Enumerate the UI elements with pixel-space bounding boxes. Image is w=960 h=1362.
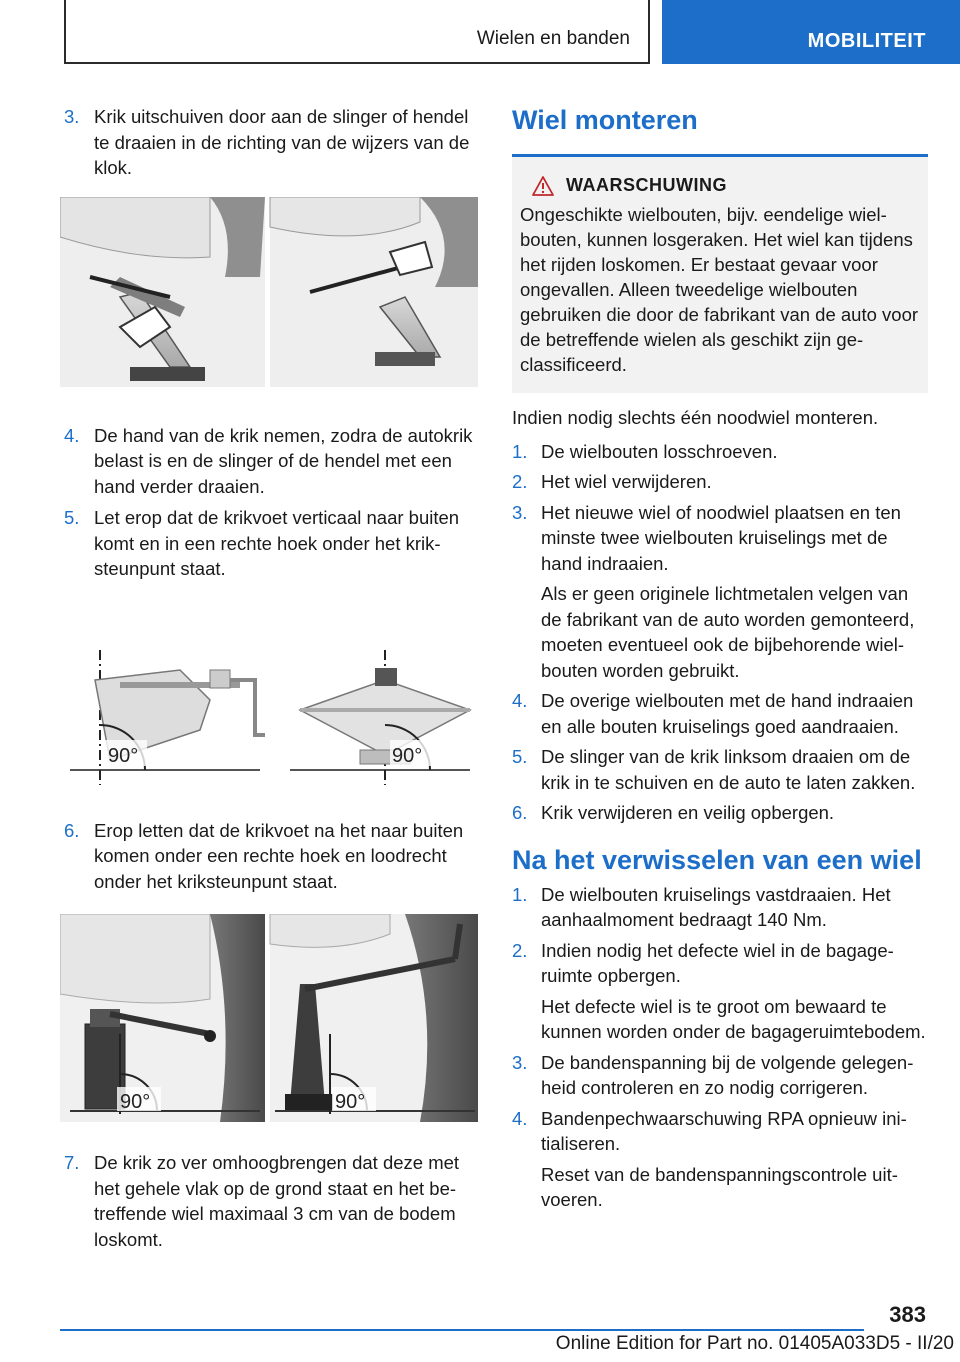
step-text: Erop letten dat de krikvoet na het naar buiten komen onder een rechte hoek en loodrecht onder het kriksteunpunt staat. [94,819,464,892]
footer-rule [60,1329,864,1331]
step-text: Let erop dat de krikvoet verticaal naar buiten komt en in een rechte hoek onder het kriksteunpunt staat. [94,507,460,579]
intro-text: Indien nodig slechts één noodwiel monteren. [512,407,879,428]
step-number: 2. [512,939,528,961]
step-text: De krik zo ver omhoogbrengen dat deze met het gehele vlak op de grond staat en het betreffende wiel maximaal 3 cm van de bodem loskomt. [94,1152,460,1250]
header-chapter-tab [662,0,960,64]
figure-jack-under-car [60,914,478,1122]
list-item [512,500,928,577]
step-text: Krik verwijderen en veilig opbergen. [541,802,835,823]
step-text: Het nieuwe wiel of noodwiel plaatsen en ten minste twee wielbouten kruiselings met de hand indraaien. [541,501,901,574]
step-number: 5. [512,746,528,767]
step-number: 6. [64,819,80,841]
list-item [512,800,928,826]
list-item [512,1106,928,1157]
step-number: 3. [512,501,528,523]
list-item [512,469,928,495]
step-number: 6. [512,802,528,823]
jack-under-car-illustration [60,914,478,1122]
step-text: De wielbouten kruiselings vastdraaien. Het aanhaalmoment bedraagt 140 Nm. [541,883,891,930]
angle-label-left-photo: 90° [120,1091,151,1113]
jack-right-angle-illustration [60,640,478,790]
right-column [512,98,928,1213]
step-text: Het wiel verwijderen. [541,471,712,492]
step-number: 7. [64,1152,80,1173]
step-number: 3. [512,1051,528,1073]
step-number: 5. [64,507,80,528]
page-number: 383 [889,1302,926,1327]
step-subparagraph: Als er geen originele lichtmetalen velgen van de fabrikant van de auto worden gemonteerd, moeten eventueel ook de bijbehorende wielbouten worden gebruikt. [541,583,915,681]
step-number: 4. [512,1107,528,1129]
list-item [512,439,928,465]
step-text: De overige wielbouten met de hand indraaien en alle bouten kruiselings goed aandraaien. [541,690,914,737]
step-text: De wielbouten losschroeven. [541,440,778,462]
angle-label-right-photo: 90° [335,1091,366,1113]
list-item [512,1050,928,1101]
jack-extending-illustration [60,197,478,387]
step-4 [60,423,478,500]
step-text: Krik uitschuiven door aan de slinger of hendel te draaien in de richting van de wijzers van de klok. [94,106,470,178]
footer-edition: Online Edition for Part no. 01405A033D5 - II/20 [555,1333,954,1354]
after-steps-list [512,882,928,1213]
warning-text: Ongeschikte wielbouten, bijv. eendelige wielbouten, kunnen losgeraken. Het wiel kan tijdens het rijden loskomen. Er bestaat gevaar voor ongevallen. Alleen tweedelige wielbouten gebruiken die door de fabrikant van de auto voor de betreffende wielen als geschikt zijn geclassificeerd. [520,204,919,375]
step-6 [60,818,478,895]
warning-triangle-icon [532,176,554,196]
list-item [512,938,928,989]
step-number: 4. [64,424,80,446]
step-5 [60,505,478,582]
header-section-title: Wielen en banden [476,28,630,49]
step-number: 4. [512,690,528,711]
step-7 [60,1150,478,1252]
list-item [512,688,928,739]
step-text: Bandenpechwaarschuwing RPA opnieuw initialiseren. [541,1107,907,1154]
step-text: De hand van de krik nemen, zodra de autokrik belast is en de slinger of de hendel met een hand verder draaien. [94,424,473,497]
header-chapter-label: MOBILITEIT [807,30,926,52]
figure-jack-extending [60,197,478,387]
section-title-wiel-monteren: Wiel monteren [512,105,698,135]
angle-label-right: 90° [392,744,423,767]
section-title-na-verwisselen: Na het verwisselen van een wiel [512,844,922,875]
step-text: De slinger van de krik linksom draaien om de krik in te schuiven en de auto te laten zakken. [541,746,916,793]
warning-header [532,175,920,196]
step-3 [60,104,478,181]
warning-box [512,157,928,393]
left-column [60,98,478,1252]
step-number: 1. [512,883,528,905]
list-item [512,882,928,933]
step-number: 1. [512,440,528,462]
angle-label-left: 90° [108,744,139,767]
figure-jack-right-angle [60,640,478,790]
step-subparagraph: Reset van de bandenspanningscontrole uitvoeren. [541,1163,898,1210]
step-subparagraph: Het defecte wiel is te groot om bewaard te kunnen worden onder de bagageruimtebodem. [541,995,926,1042]
warning-label: WAARSCHUWING [566,175,727,195]
mount-steps-list [512,439,928,826]
list-item [512,744,928,795]
step-text: De bandenspanning bij de volgende gelegenheid controleren en zo nodig corrigeren. [541,1051,914,1098]
step-text: Indien nodig het defecte wiel in de bagageruimte opbergen. [541,939,894,986]
step-number: 2. [512,471,528,492]
step-number: 3. [64,106,80,127]
